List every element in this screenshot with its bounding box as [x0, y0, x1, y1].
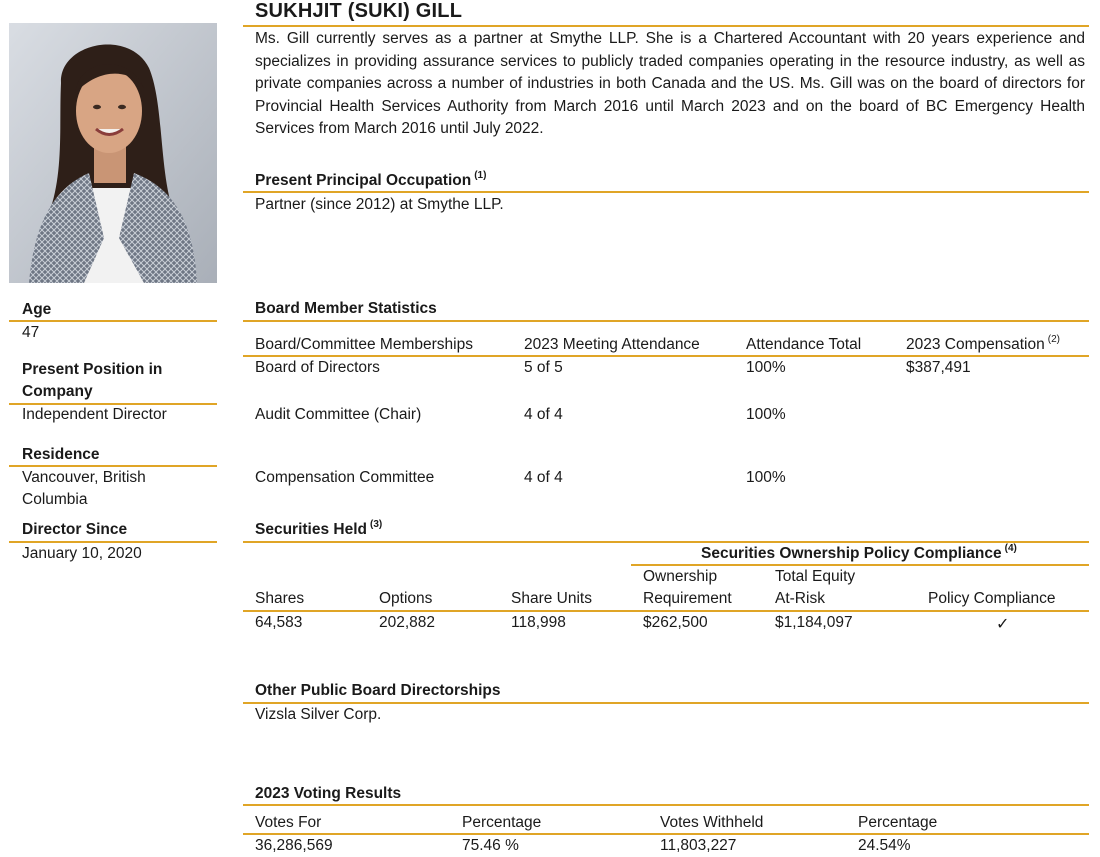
voting-rule: [243, 804, 1089, 806]
voting-heading: 2023 Voting Results: [255, 785, 402, 802]
compliance-heading: [701, 545, 1017, 563]
col-votes-withheld: Votes Withheld: [660, 814, 764, 831]
compensation-footnote: (2): [1047, 334, 1060, 345]
board-stats-rule: [243, 320, 1089, 322]
other-boards-heading: Other Public Board Directorships: [255, 682, 501, 699]
col-compensation: [906, 336, 1060, 354]
col-percentage-for: Percentage: [462, 814, 542, 831]
table-row-membership: Compensation Committee: [255, 469, 435, 486]
votes-for-value: 36,286,569: [255, 837, 333, 854]
director-bio: Ms. Gill currently serves as a partner at Smythe LLP. She is a Chartered Accountant with 20 years experience and specializes in providing assurance services to publicly traded companies operating in the resource industry, as well as private companies across a number of industries in both Canada and the US. Ms. Gill was on the board of directors for Provincial Health Services Authority from March 2016 until March 2023 and on the board of BC Emergency Health Services from March 2016 until July 2022.: [255, 30, 1085, 137]
table-row-compensation: $387,491: [906, 359, 971, 376]
voting-header-rule: [243, 833, 1089, 835]
residence-value-line1: Vancouver, British: [22, 469, 146, 486]
name-rule: [243, 25, 1089, 27]
securities-heading-text: Securities Held: [255, 521, 367, 538]
age-rule: [9, 320, 217, 322]
table-row-membership: Audit Committee (Chair): [255, 406, 422, 423]
residence-label: Residence: [22, 446, 100, 463]
age-value: 47: [22, 324, 40, 341]
table-row-attendance: 5 of 5: [524, 359, 563, 376]
col-share-units: Share Units: [511, 590, 592, 607]
col-votes-for: Votes For: [255, 814, 322, 831]
col-ownership-line2: Requirement: [643, 590, 732, 607]
residence-rule: [9, 465, 217, 467]
occupation-heading-text: Present Principal Occupation: [255, 172, 472, 189]
age-label: Age: [22, 301, 52, 318]
col-memberships: Board/Committee Memberships: [255, 336, 473, 353]
compliance-heading-text: Securities Ownership Policy Compliance: [701, 545, 1002, 562]
table-row-attendance: 4 of 4: [524, 406, 563, 423]
position-rule: [9, 403, 217, 405]
securities-header-rule: [243, 610, 1089, 612]
percentage-withheld-value: 24.54%: [858, 837, 911, 854]
total-equity-value: $1,184,097: [775, 614, 853, 631]
ownership-requirement-value: $262,500: [643, 614, 708, 631]
other-boards-value: Vizsla Silver Corp.: [255, 706, 382, 723]
table-row-total: 100%: [746, 359, 786, 376]
table-row-total: 100%: [746, 469, 786, 486]
table-row-total: 100%: [746, 406, 786, 423]
director-since-value: January 10, 2020: [22, 545, 142, 562]
occupation-footnote: (1): [474, 170, 487, 181]
col-equity-line2: At-Risk: [775, 590, 825, 607]
table-row-attendance: 4 of 4: [524, 469, 563, 486]
options-value: 202,882: [379, 614, 436, 631]
col-options: Options: [379, 590, 433, 607]
securities-rule: [243, 541, 1089, 543]
col-policy-compliance: Policy Compliance: [928, 590, 1056, 607]
shares-value: 64,583: [255, 614, 303, 631]
portrait-image: [9, 23, 217, 283]
col-compensation-text: 2023 Compensation: [906, 336, 1045, 353]
compliance-footnote: (4): [1004, 543, 1017, 554]
col-ownership-line1: Ownership: [643, 568, 718, 585]
director-since-label: Director Since: [22, 521, 128, 538]
director-since-rule: [9, 541, 217, 543]
board-stats-heading: Board Member Statistics: [255, 300, 437, 317]
col-attendance-total: Attendance Total: [746, 336, 862, 353]
col-shares: Shares: [255, 590, 305, 607]
other-boards-rule: [243, 702, 1089, 704]
check-icon: ✓: [996, 616, 1010, 633]
share-units-value: 118,998: [511, 614, 566, 631]
occupation-rule: [243, 191, 1089, 193]
position-value: Independent Director: [22, 406, 167, 423]
residence-value-line2: Columbia: [22, 491, 88, 508]
occupation-value: Partner (since 2012) at Smythe LLP.: [255, 196, 504, 213]
col-meeting-attendance: 2023 Meeting Attendance: [524, 336, 700, 353]
votes-withheld-value: 11,803,227: [660, 837, 737, 854]
director-photo: [9, 23, 217, 283]
col-percentage-withheld: Percentage: [858, 814, 938, 831]
compliance-rule: [631, 564, 1089, 566]
occupation-heading: [255, 172, 486, 190]
securities-heading: [255, 521, 382, 539]
col-equity-line1: Total Equity: [775, 568, 856, 585]
director-name: SUKHJIT (SUKI) GILL: [255, 0, 463, 22]
position-label-line2: Company: [22, 383, 93, 400]
percentage-for-value: 75.46 %: [462, 837, 519, 854]
board-stats-header-rule: [243, 355, 1089, 357]
securities-footnote: (3): [370, 519, 383, 530]
table-row-membership: Board of Directors: [255, 359, 380, 376]
position-label-line1: Present Position in: [22, 361, 163, 378]
